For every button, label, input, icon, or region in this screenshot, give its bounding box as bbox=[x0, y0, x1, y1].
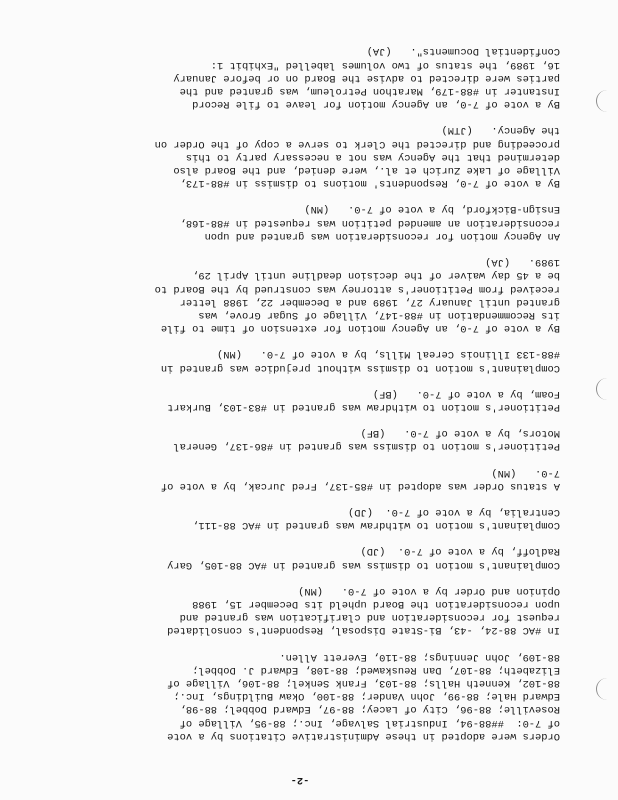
text-line: An Agency motion for reconsideration was granted and upon bbox=[204, 229, 560, 242]
paragraph bbox=[40, 505, 560, 531]
text-line: upon reconsideration the Board upheld its December 15, 1988 bbox=[192, 597, 560, 610]
text-line: Complainant's motion to withdraw was granted in #AC 88-111, bbox=[192, 519, 560, 532]
text-line: be a 45 day waiver of the decision deadline until April 29, bbox=[192, 269, 560, 282]
text-line: Complainant's motion to dismiss without prejudice was granted in bbox=[160, 361, 560, 374]
text-line: its Recommendation in #88-147, Village of Sugar Grove, was bbox=[198, 308, 560, 321]
text-line: proceeding and directed the Clerk to serve a copy of the Order on bbox=[154, 137, 560, 150]
paragraph bbox=[40, 387, 560, 413]
text-line: reconsideration an amended petition was requested in #88-168, bbox=[179, 216, 560, 229]
text-line: Instanter in #88-179, Marathon Petroleum, was granted and the bbox=[179, 85, 560, 98]
text-line: the Agency. (JTM) bbox=[441, 124, 560, 137]
paragraph bbox=[40, 465, 560, 491]
paragraph bbox=[40, 202, 560, 242]
text-line: request for reconsideration and clarification was granted and bbox=[179, 611, 560, 624]
text-line: Opinion and Order by a vote of 7-0. (MN) bbox=[298, 584, 560, 597]
text-line: By a vote of 7-0, an Agency motion for extension of time to file bbox=[160, 322, 560, 335]
text-line: Motors, by a vote of 7-0. (BF) bbox=[360, 427, 560, 440]
text-line: Confidential Documents". (JA) bbox=[366, 45, 560, 58]
text-line: Ensign-Bickford, by a vote of 7-0. (MN) bbox=[304, 203, 560, 216]
text-line: 1989. (JA) bbox=[485, 256, 560, 269]
paragraph bbox=[40, 584, 560, 637]
paragraph bbox=[40, 44, 560, 110]
text-line: A status Order was adopted in #85-137, Fred Jurcak, by a vote of bbox=[160, 479, 560, 492]
text-line: Petitioner's motion to withdraw was granted in #83-103, Burkart bbox=[167, 400, 560, 413]
paragraph-list bbox=[40, 44, 560, 742]
text-line: of 7-0: ##88-94, Industrial Salvage, Inc.; 88-95, Village of bbox=[179, 716, 560, 729]
text-line: #88-133 Illinois Cereal Mills, by a vote of 7-0. (MN) bbox=[217, 348, 560, 361]
text-line: Petitioner's motion to dismiss was granted in #86-137, General bbox=[173, 440, 560, 453]
paragraph bbox=[40, 123, 560, 189]
text-line: Roseville; 88-96, City of Lacey; 88-97, Edward Dobbel; 88-98, bbox=[179, 703, 560, 716]
text-line: Orders were adopted in these Administrative Citations by a vote bbox=[167, 729, 560, 742]
text-line: In #AC 88-24, -43, Bi-State Disposal, Respondent's consolidated bbox=[167, 624, 560, 637]
text-line: 88-102, Kenneth Halls; 88-103, Frank Senkel; 88-106, Village of bbox=[167, 676, 560, 689]
text-line: Village of Lake Zurich et al., were denied, and the Board also bbox=[173, 164, 560, 177]
paragraph bbox=[40, 347, 560, 373]
text-line: 88-109, John Jennings; 88-110, Everett Allen. bbox=[279, 650, 560, 663]
paragraph bbox=[40, 649, 560, 741]
text-line: parties were directed to advise the Board on or before January bbox=[173, 71, 560, 84]
paragraph bbox=[40, 544, 560, 570]
text-line: Edward Hale; 88-99, John Vander; 88-100, Okaw Buildings, Inc.; bbox=[173, 690, 560, 703]
text-line: 7-0. (MN) bbox=[491, 466, 560, 479]
text-line: Radloff, by a vote of 7-0. (JD) bbox=[360, 545, 560, 558]
text-line: 16, 1989, the status of two volumes labelled "Exhibit 1: bbox=[210, 58, 560, 71]
text-line: Centralia, by a vote of 7-0. (JD) bbox=[347, 505, 560, 518]
text-line: By a vote of 7-0, an Agency motion for leave to file Record bbox=[192, 98, 560, 111]
paragraph bbox=[40, 426, 560, 452]
text-line: determined that the Agency was not a necessary party to this bbox=[185, 150, 560, 163]
text-line: By a vote of 7-0, Respondents' motions to dismiss in #88-173, bbox=[179, 177, 560, 190]
text-line: Complainant's motion to dismiss was granted in #AC 88-105, Gary bbox=[167, 558, 560, 571]
page-number: -2- bbox=[290, 774, 310, 786]
document-body bbox=[40, 31, 560, 786]
text-line: received from Petitioner's attorney was construed by the Board to bbox=[154, 282, 560, 295]
text-line: Foam, by a vote of 7-0. (BF) bbox=[372, 387, 560, 400]
text-line: Elizabeth; 88-107, Dan Reuskawed; 88-108, Edward J. Dobbel; bbox=[192, 663, 560, 676]
paragraph bbox=[40, 255, 560, 334]
text-line: granted until January 27, 1989 and a December 22, 1988 letter bbox=[179, 295, 560, 308]
